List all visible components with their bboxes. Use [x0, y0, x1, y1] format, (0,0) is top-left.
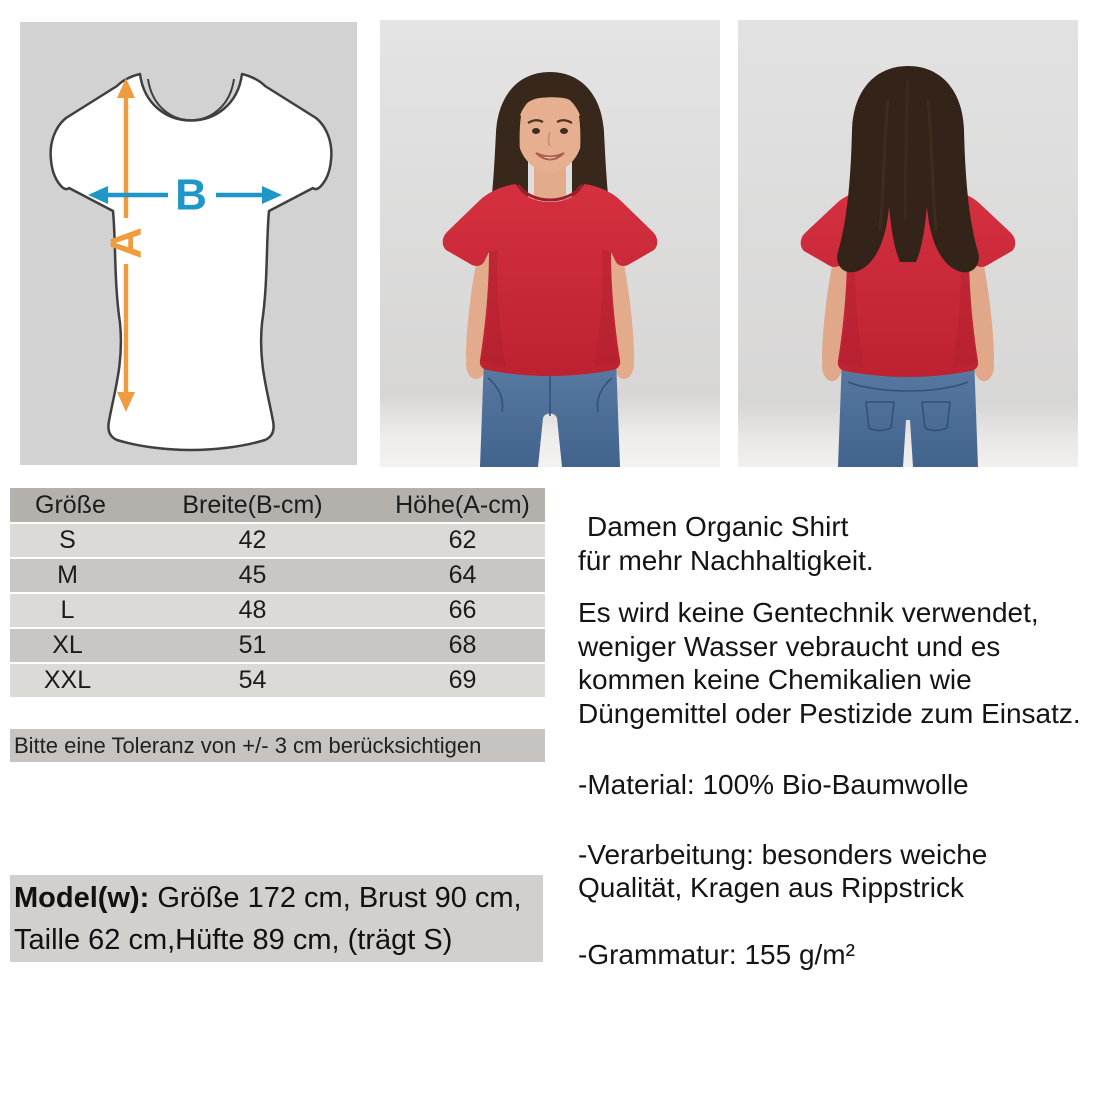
product-description	[578, 510, 1093, 971]
table-row-l	[10, 594, 545, 629]
cell-hoehe: 64	[448, 561, 477, 589]
tshirt-outline	[51, 74, 332, 450]
para-line-3: kommen keine Chemikalien wie	[578, 664, 972, 695]
cell-breite: 45	[238, 561, 267, 589]
verarbeitung-block	[578, 838, 1093, 905]
intro-line-1: Damen Organic Shirt	[587, 511, 849, 542]
cell-size: M	[57, 561, 78, 589]
table-row-m	[10, 559, 545, 594]
verarbeitung-line-2: Qualität, Kragen aus Rippstrick	[578, 872, 964, 903]
material-line: -Material: 100% Bio-Baumwolle	[578, 769, 969, 800]
model-info-line1	[14, 877, 543, 919]
cell-hoehe: 69	[448, 666, 477, 694]
para-line-4: Düngemittel oder Pestizide zum Einsatz.	[578, 697, 1081, 729]
right-eye	[560, 128, 568, 134]
cell-hoehe: 66	[448, 596, 477, 624]
model-info	[10, 875, 543, 962]
grammatur-line: -Grammatur: 155 g/m²	[578, 938, 855, 970]
size-diagram-panel	[20, 22, 357, 465]
tshirt-measure-diagram	[20, 22, 357, 465]
col-header-groesse: Größe	[35, 491, 106, 519]
model-front-photo	[380, 20, 720, 467]
tolerance-note: Bitte eine Toleranz von +/- 3 cm berücksichtigen	[10, 729, 545, 762]
size-table	[10, 488, 545, 699]
model-info-label: Model(w):	[14, 882, 150, 914]
verarbeitung-line-1: -Verarbeitung: besonders weiche	[578, 838, 988, 870]
model-back-illustration	[738, 20, 1078, 467]
measure-label-b: B	[175, 170, 207, 220]
description-paragraph	[578, 596, 1093, 730]
cell-size: XL	[52, 631, 83, 659]
cell-breite: 54	[238, 666, 267, 694]
cell-size: XXL	[43, 666, 92, 694]
size-table-header	[10, 488, 545, 524]
left-eye	[532, 128, 540, 134]
cell-hoehe: 68	[448, 631, 477, 659]
table-row-s	[10, 524, 545, 559]
cell-breite: 48	[238, 596, 267, 624]
description-intro	[578, 510, 1093, 577]
model-info-line2: Taille 62 cm,Hüfte 89 cm, (trägt S)	[14, 924, 453, 956]
table-row-xxl	[10, 664, 545, 699]
cell-size: S	[59, 526, 76, 554]
cell-breite: 51	[238, 631, 267, 659]
para-line-2: weniger Wasser vebraucht und es	[578, 630, 1001, 662]
model-front-illustration	[380, 20, 720, 467]
cell-breite: 42	[238, 526, 267, 554]
col-header-breite: Breite(B-cm)	[182, 491, 323, 519]
table-row-xl	[10, 629, 545, 664]
col-header-hoehe: Höhe(A-cm)	[395, 491, 530, 519]
para-line-1: Es wird keine Gentechnik verwendet,	[578, 597, 1039, 628]
model-back-photo	[738, 20, 1078, 467]
cell-size: L	[60, 596, 75, 624]
model-info-line1-rest: Größe 172 cm, Brust 90 cm,	[149, 882, 522, 914]
measure-label-a: A	[101, 227, 151, 259]
cell-hoehe: 62	[448, 526, 477, 554]
intro-line-2: für mehr Nachhaltigkeit.	[578, 544, 874, 576]
